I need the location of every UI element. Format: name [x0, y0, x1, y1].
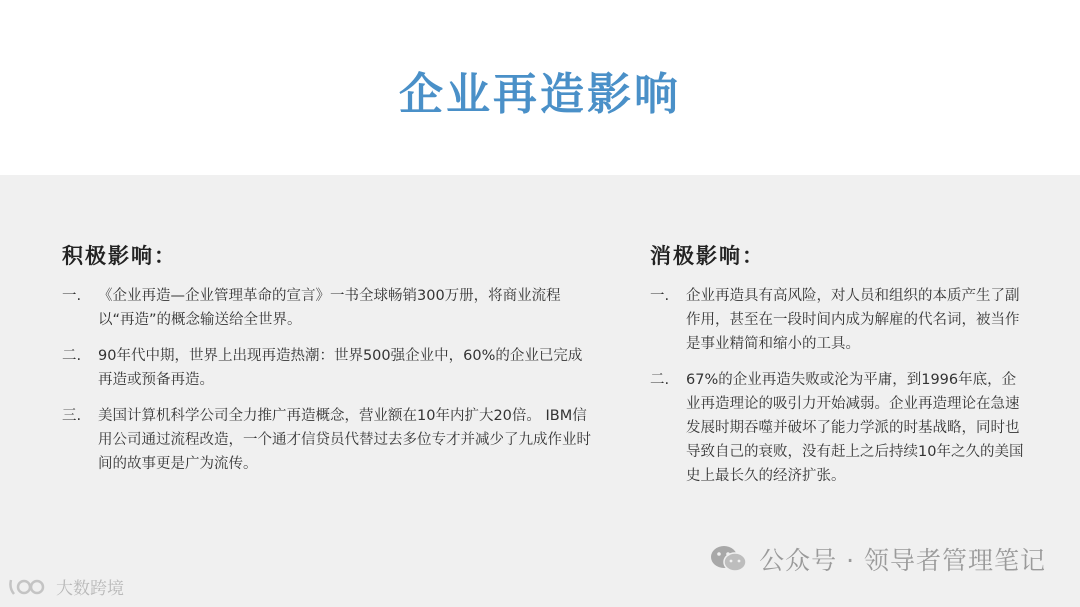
- item-number: 二.: [62, 348, 82, 364]
- wechat-icon: [709, 544, 749, 574]
- brand-watermark-text: 大数跨境: [56, 579, 124, 599]
- page-title: 企业再造影响: [399, 69, 681, 120]
- positive-item-3: [62, 404, 592, 476]
- negative-item-1: [650, 284, 1030, 356]
- item-text: 《企业再造—企业管理革命的宣言》一书全球畅销300万册，将商业流程以“再造”的概念输送给全世界。: [98, 288, 561, 328]
- wechat-watermark: [709, 541, 1046, 577]
- item-text: 67%的企业再造失败或沦为平庸，到1996年底，企业再造理论的吸引力开始减弱。企业再造理论在急速发展时期吞噬并破坏了能力学派的时基战略，同时也导致自己的衰败，没有赶上之后持续10年之久的美国史上最长久的经济扩张。: [686, 372, 1024, 484]
- title-band: [0, 0, 1080, 175]
- wechat-watermark-text: 公众号 · 领导者管理笔记: [759, 546, 1046, 575]
- item-text: 企业再造具有高风险，对人员和组织的本质产生了副作用，甚至在一段时间内成为解雇的代名词，被当作是事业精简和缩小的工具。: [686, 288, 1020, 352]
- brand-logo-icon: [8, 576, 52, 598]
- positive-heading: 积极影响：: [62, 244, 177, 268]
- item-text: 90年代中期，世界上出现再造热潮：世界500强企业中，60%的企业已完成再造或预备再造。: [98, 348, 583, 388]
- item-number: 三.: [62, 408, 82, 424]
- positive-item-1: [62, 284, 592, 332]
- negative-heading: 消极影响：: [650, 244, 765, 268]
- brand-watermark: [8, 574, 124, 599]
- negative-item-2: [650, 368, 1030, 488]
- negative-section: [650, 240, 1030, 500]
- positive-section: [62, 240, 592, 488]
- positive-item-2: [62, 344, 592, 392]
- item-number: 一.: [650, 288, 670, 304]
- item-number: 一.: [62, 288, 82, 304]
- item-number: 二.: [650, 372, 670, 388]
- item-text: 美国计算机科学公司全力推广再造概念，营业额在10年内扩大20倍。 IBM信用公司通过流程改造，一个通才信贷员代替过去多位专才并减少了九成作业时间的故事更是广为流传。: [98, 408, 591, 472]
